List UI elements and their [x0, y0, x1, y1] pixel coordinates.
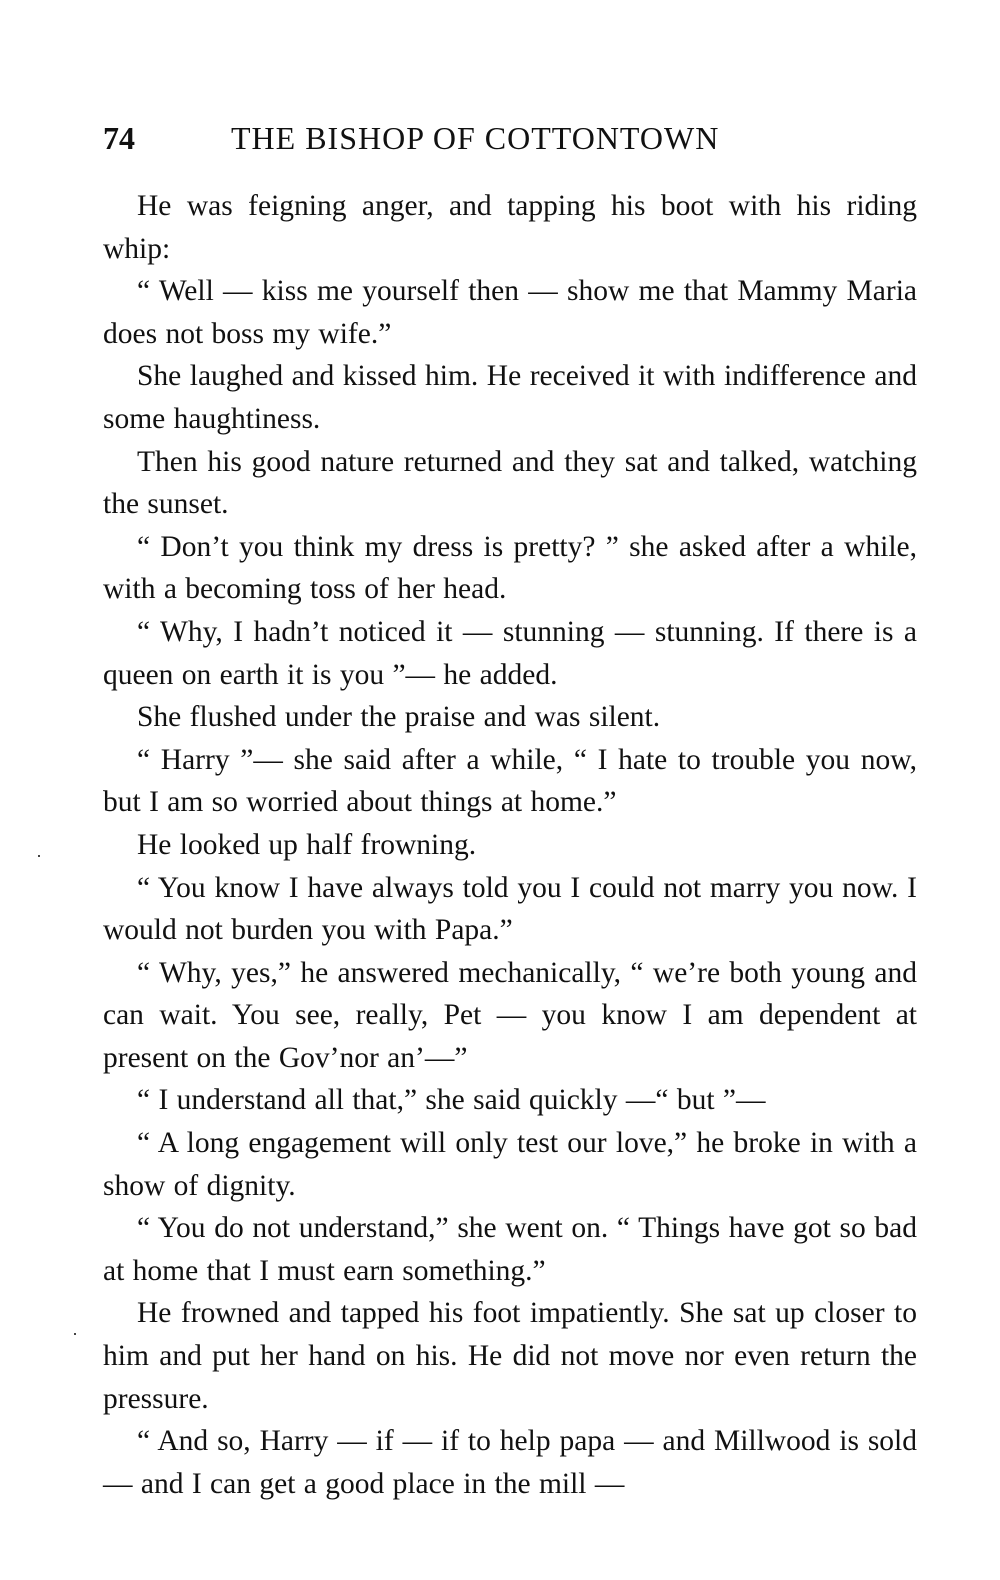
paragraph: Then his good nature returned and they sat and talked, watching the sunset.: [103, 445, 917, 521]
paragraph: “ Why, I hadn’t noticed it — stunning — stunning. If there is a queen on earth it is you ”— he added.: [103, 615, 917, 691]
paragraph: “ A long engagement will only test our love,” he broke in with a show of dignity.: [103, 1127, 917, 1202]
paragraph: “ Don’t you think my dress is pretty? ” she asked after a while, with a becoming toss of her head.: [103, 530, 917, 606]
paragraph: “ I understand all that,” she said quickly —“ but ”—: [137, 1084, 766, 1117]
paragraph: She laughed and kissed him. He received it with indifference and some haughtiness.: [103, 360, 917, 435]
paragraph: She flushed under the praise and was silent.: [137, 701, 661, 734]
print-speck: [74, 1333, 76, 1335]
body-text: [103, 185, 917, 1505]
print-speck: [38, 855, 40, 857]
paragraph: “ And so, Harry — if — if to help papa — and Millwood is sold — and I can get a good place in the mill —: [103, 1425, 917, 1500]
paragraph: He frowned and tapped his foot impatiently. She sat up closer to him and put her hand on his. He did not move nor even return the pressure.: [103, 1297, 917, 1415]
paragraph: “ You do not understand,” she went on. “ Things have got so bad at home that I must earn something.”: [103, 1212, 917, 1287]
paragraph: “ You know I have always told you I could not marry you now. I would not burden you with Papa.”: [103, 871, 917, 947]
paragraph: “ Why, yes,” he answered mechanically, “ we’re both young and can wait. You see, really, Pet — you know I am dependent at present on the Gov’nor an’—”: [103, 956, 917, 1074]
page-header: [103, 116, 863, 160]
paragraph: “ Harry ”— she said after a while, “ I hate to trouble you now, but I am so worried about things at home.”: [103, 743, 917, 819]
page-number: 74: [103, 120, 135, 156]
paragraph: “ Well — kiss me yourself then — show me that Mammy Maria does not boss my wife.”: [103, 275, 917, 350]
paragraph: He was feigning anger, and tapping his boot with his riding whip:: [103, 190, 917, 265]
paragraph: He looked up half frowning.: [137, 828, 477, 861]
running-title: THE BISHOP OF COTTONTOWN: [231, 120, 720, 156]
